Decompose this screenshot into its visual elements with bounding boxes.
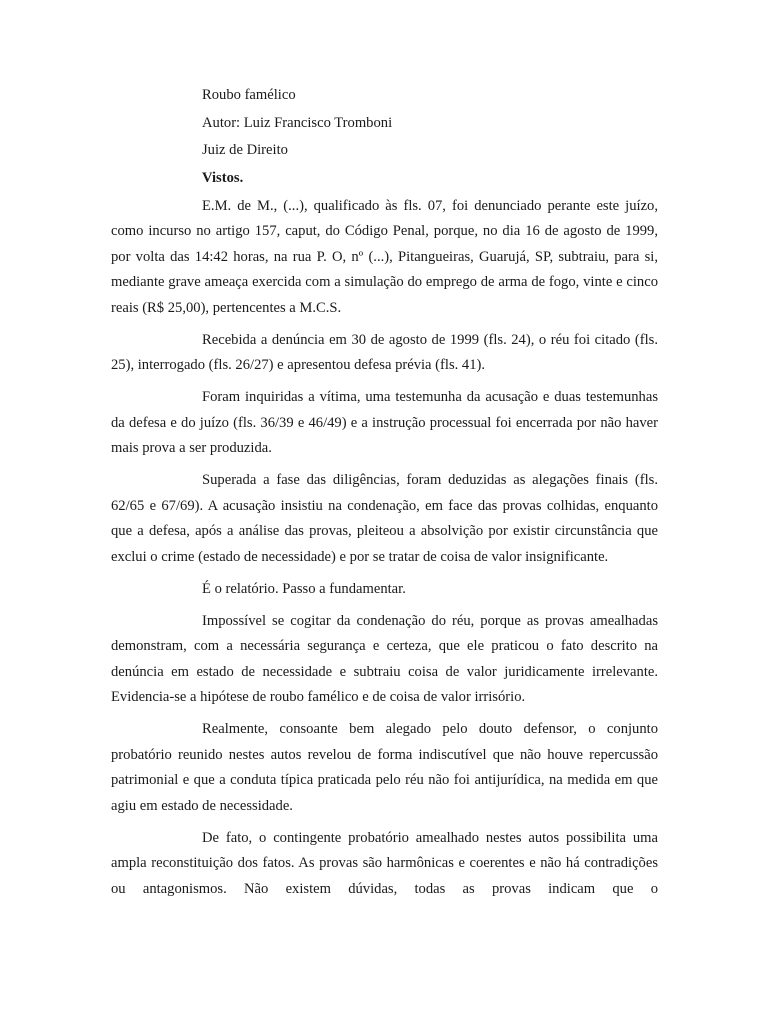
paragraph-3: Foram inquiridas a vítima, uma testemunha da acusação e duas testemunhas da defesa e do juízo (fls. 36/39 e 46/49) e a instrução processual foi encerrada por não haver mais prova a ser produzida.	[111, 389, 658, 457]
paragraph-4: Superada a fase das diligências, foram deduzidas as alegações finais (fls. 62/65 e 67/69). A acusação insistiu na condenação, em face das provas colhidas, enquanto que a defesa, após a análise das provas, pleiteou a absolvição por existir circunstância que exclui o crime (estado de necessidade) e por se tratar de coisa de valor insignificante.	[111, 472, 658, 565]
paragraph-6: Impossível se cogitar da condenação do réu, porque as provas amealhadas demonstram, com a necessária segurança e certeza, que ele praticou o fato descrito na denúncia em estado de necessidade e subtraiu coisa de valor juridicamente irrelevante. Evidencia-se a hipótese de roubo famélico e de coisa de valor irrisório.	[111, 612, 658, 706]
paragraph-7: Realmente, consoante bem alegado pelo douto defensor, o conjunto probatório reunido nestes autos revelou de forma indiscutível que não houve repercussão patrimonial e que a conduta típica praticada pelo réu não foi antijurídica, na medida em que agiu em estado de necessidade.	[111, 721, 658, 814]
opening-word: Vistos.	[202, 170, 244, 187]
paragraph-8: De fato, o contingente probatório amealhado nestes autos possibilita uma ampla reconstituição dos fatos. As provas são harmônicas e coerentes e não há contradições ou antagonismos. Não existem dúvidas, todas as provas indicam que o	[111, 829, 658, 897]
document-title: Roubo famélico	[202, 87, 296, 103]
paragraph-1: E.M. de M., (...), qualificado às fls. 07, foi denunciado perante este juízo, como incurso no artigo 157, caput, do Código Penal, porque, no dia 16 de agosto de 1999, por volta das 14:42 horas, na rua P. O, nº (...), Pitangueiras, Guarujá, SP, subtraiu, para si, mediante grave ameaça exercida com a simulação do emprego de arma de fogo, vinte e cinco reais (R$ 25,00), pertencentes a M.C.S.	[111, 197, 658, 316]
paragraph-5: É o relatório. Passo a fundamentar.	[202, 580, 406, 597]
document-body	[111, 83, 658, 909]
author-role: Juiz de Direito	[202, 142, 288, 159]
paragraph-2: Recebida a denúncia em 30 de agosto de 1999 (fls. 24), o réu foi citado (fls. 25), interrogado (fls. 26/27) e apresentou defesa prévia (fls. 41).	[111, 331, 658, 374]
document-author: Autor: Luiz Francisco Tromboni	[202, 114, 393, 131]
